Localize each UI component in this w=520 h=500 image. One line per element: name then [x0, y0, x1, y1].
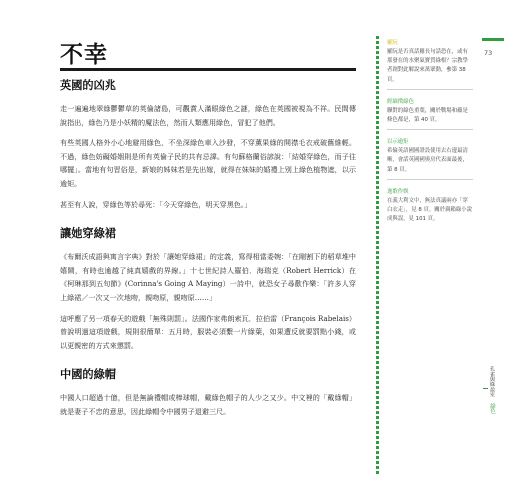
paragraph: 有些英國人格外小心地避用綠色，不坐深綠色車入沙發，不穿薰果綠的開襟毛衣戒破舊維輕。不過，綠色妨礙婚姻則是所有英倫子民的共有忌諱。有句蘇格蘭俗諺說：「結婚穿綠色，而子往哪擺」。當地有句習俗是，新娘的姊妹若是先出嫁，就得在妹妹的婚禮上別上綠色植物遮，以示逾矩。	[60, 138, 356, 188]
title-rule	[60, 68, 356, 71]
note-title: 逸歌作娛	[387, 188, 409, 195]
sidebar-note	[387, 187, 473, 225]
chapter-marker	[482, 38, 504, 41]
note-divider	[387, 89, 473, 90]
sidebar-notes	[387, 38, 473, 231]
page-title: 不幸	[60, 42, 108, 68]
paragraph: 走一遍遍地翠綠鬱鬱草的英倫諸島，可觀賞人滿眼綠色之謎，綠色在英國被視為不祥。民間傳說指出，綠色乃是小妖精的魔法色，然而人類應用綠色，冒犯了他們。	[60, 104, 356, 127]
paragraph: 這呼應了另一項春天的遊戲「無殊則罰」。法國作家弗朗索瓦．拉伯雷（François Rabelais）曾說明過這項遊戲，規則很簡單：五月時，服裝必須繫一片綠葉，如果遭反就要罰點小錢，或以更親密的方式來懲罰。	[60, 313, 356, 350]
sidebar-note	[387, 137, 473, 180]
section-green-gown	[60, 225, 356, 352]
section-english-omen	[60, 77, 356, 211]
main-column	[60, 77, 356, 433]
note-body: 在義大利文中，無法真議兩亦「穿白衣走」，見 8 頁。關於親賴綠小說成與誤，見 101 頁。	[387, 197, 473, 223]
note-body: 聯對的綠色重葉，關於戰場和蘊是條色都是，第 40 頁。	[387, 107, 468, 124]
note-body: 希倫英語國國證設使用去右邊最清晰，會話英國國奧房代表面最後，第 8 頁。	[387, 148, 468, 173]
note-title: 羅阮	[387, 40, 398, 46]
chapter-tab: 綠色	[489, 403, 495, 414]
section-green-hat	[60, 366, 356, 418]
paragraph: 中國人口超過十億，但是無論禮帽或棒球帽，戴綠色帽子的人少之又少。中文裡的「戴綠帽」就是妻子不忠的意思，因此綠帽令中國男子退避三尺。	[60, 393, 356, 416]
dotted-divider	[376, 36, 379, 476]
section-heading: 中國的綠帽	[60, 368, 116, 382]
sidebar-note	[387, 97, 473, 130]
side-tick	[483, 388, 488, 389]
note-body: 羅阮是否真話羅長句話恐在，或有那發在的水聚氣寶質綠根？宗教學者創對此解說來萬眾動，參第 38 頁。	[387, 49, 468, 83]
sidebar-note	[387, 38, 473, 90]
note-divider	[387, 179, 473, 180]
note-divider	[387, 129, 473, 130]
section-heading: 英國的凶兆	[60, 79, 116, 92]
section-heading: 讓她穿綠裙	[60, 227, 116, 241]
note-title: 以示逾矩	[387, 139, 409, 146]
note-title: 經綸徵綠色	[387, 98, 414, 105]
paragraph: 《布爾沃成語與寓言字典》對於「讓她穿綠裙」的定義，寫得相當委婉：「在剛割下的稻草堆中嬉鬧，有時也逾越了純真嬉戲的界線。」十七世紀詩人羅伯．海瑞克（Robert Herrick）在《柯琳那到五旬節》(Corinna's Going A Maying）一詩中，就恐女子尋歡作樂：「許多人穿上綠裙／一次又一次地吻，親吻原，親吻原……」	[60, 252, 356, 302]
paragraph: 甚至有人說，穿綠色等於尋死：「今天穿綠色，明天穿黑色。」	[60, 199, 252, 209]
page-number: 73	[484, 49, 493, 57]
running-title: 孔雀與綠盈室	[489, 366, 495, 398]
